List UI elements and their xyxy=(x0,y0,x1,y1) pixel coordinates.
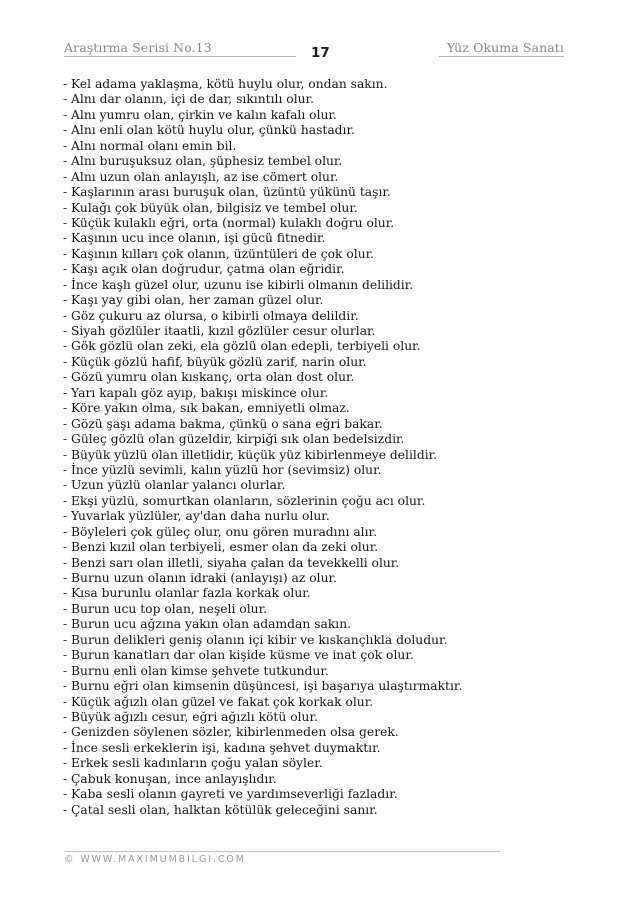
list-item xyxy=(63,509,573,524)
list-item-text: Kaşlarının arası buruşuk olan, üzüntü yükünü taşır. xyxy=(71,185,391,200)
bullet-dash: - xyxy=(63,339,68,354)
list-item-text: Burnu enli olan kimse şehvete tutkundur. xyxy=(71,663,329,678)
list-item xyxy=(63,602,573,617)
list-item-text: Gözü yumru olan kıskanç, orta olan dost olur. xyxy=(71,370,355,385)
list-item-text: Kulağı çok büyük olan, bilgisiz ve tembel olur. xyxy=(71,200,358,215)
list-item-text: Burnu eğri olan kimsenin düşüncesi, işi başarıya ulaştırmaktır. xyxy=(71,679,463,694)
list-item xyxy=(63,170,573,185)
bullet-dash: - xyxy=(63,77,68,91)
list-item-text: Alnı dar olanın, içi de dar, sıkıntılı olur. xyxy=(71,92,314,107)
list-item-text: Köre yakın olma, sık bakan, emniyetli olmaz. xyxy=(71,401,350,416)
proverb-list xyxy=(63,77,573,818)
bullet-dash: - xyxy=(63,740,68,755)
list-item-text: Kel adama yaklaşma, kötü huylu olur, ondan sakın. xyxy=(71,77,388,91)
list-item-text: Yarı kapalı göz ayıp, bakışı miskince olur. xyxy=(71,385,329,400)
list-item-text: Uzun yüzlü olanlar yalancı olurlar. xyxy=(71,478,286,493)
bullet-dash: - xyxy=(63,462,68,477)
list-item xyxy=(63,247,573,262)
bullet-dash: - xyxy=(63,107,68,122)
list-item-text: Böyleleri çok güleç olur, onu gören muradını alır. xyxy=(71,524,377,539)
list-item xyxy=(63,556,573,571)
bullet-dash: - xyxy=(63,154,68,169)
list-item xyxy=(63,154,573,169)
bullet-dash: - xyxy=(63,246,68,261)
list-item xyxy=(63,741,573,756)
list-item-text: Alnı normal olanı emin bil. xyxy=(71,138,237,153)
bullet-dash: - xyxy=(63,601,68,616)
list-item xyxy=(63,216,573,231)
list-item-text: Genizden söylenen sözler, kibirlenmeden olsa gerek. xyxy=(71,725,399,740)
list-item xyxy=(63,540,573,555)
list-item-text: Burun ucu ağzına yakın olan adamdan sakın. xyxy=(71,617,352,632)
list-item xyxy=(63,463,573,478)
bullet-dash: - xyxy=(63,401,68,416)
bullet-dash: - xyxy=(63,632,68,647)
list-item-text: Burnu uzun olanın idraki (anlayışı) az olur. xyxy=(71,571,337,585)
list-item xyxy=(63,92,573,107)
header-rule-right xyxy=(439,56,564,57)
list-item xyxy=(63,185,573,200)
list-item-text: Kaşının ucu ince olanın, işi gücü fitnedir. xyxy=(71,231,326,246)
bullet-dash: - xyxy=(63,185,68,200)
bullet-dash: - xyxy=(63,802,68,817)
list-item-text: Gözü şaşı adama bakma, çünkü o sana eğri bakar. xyxy=(71,416,383,431)
bullet-dash: - xyxy=(63,385,68,400)
list-item-text: Alnı yumru olan, çirkin ve kalın kafalı olur. xyxy=(71,107,337,122)
list-item-text: Alnı buruşuksuz olan, şüphesiz tembel olur. xyxy=(71,154,343,169)
bullet-dash: - xyxy=(63,694,68,709)
bullet-dash: - xyxy=(63,354,68,369)
bullet-dash: - xyxy=(63,200,68,215)
list-item xyxy=(63,401,573,416)
list-item-text: Kaşının kılları çok olanın, üzüntüleri de çok olur. xyxy=(71,246,375,261)
list-item-text: Küçük ağızlı olan güzel ve fakat çok korkak olur. xyxy=(71,694,374,709)
page-number: 17 xyxy=(311,45,330,61)
list-item xyxy=(63,432,573,447)
list-item-text: Kaşı açık olan doğrudur, çatma olan eğridir. xyxy=(71,262,345,277)
list-item-text: Erkek sesli kadınların çoğu yalan söyler. xyxy=(71,756,323,771)
bullet-dash: - xyxy=(63,432,68,447)
bullet-dash: - xyxy=(63,540,68,555)
list-item xyxy=(63,309,573,324)
footer-rule xyxy=(64,851,500,852)
list-item-text: İnce yüzlü sevimli, kalın yüzlü hor (sevimsiz) olur. xyxy=(71,462,382,477)
list-item xyxy=(63,679,573,694)
list-item xyxy=(63,139,573,154)
list-item-text: Alnı uzun olan anlayışlı, az ise cömert olur. xyxy=(71,169,339,184)
bullet-dash: - xyxy=(63,478,68,493)
list-item xyxy=(63,448,573,463)
bullet-dash: - xyxy=(63,92,68,107)
footer-copyright: © WWW.MAXIMUMBILGI.COM xyxy=(64,854,246,865)
list-item-text: Benzi sarı olan illetli, siyaha çalan da tevekkelli olur. xyxy=(71,555,400,570)
list-item xyxy=(63,586,573,601)
bullet-dash: - xyxy=(63,787,68,802)
bullet-dash: - xyxy=(63,370,68,385)
bullet-dash: - xyxy=(63,617,68,632)
bullet-dash: - xyxy=(63,293,68,308)
bullet-dash: - xyxy=(63,123,68,138)
bullet-dash: - xyxy=(63,586,68,601)
bullet-dash: - xyxy=(63,709,68,724)
list-item-text: Alnı enli olan kötü huylu olur, çünkü hastadır. xyxy=(71,123,355,138)
list-item xyxy=(63,648,573,663)
list-item xyxy=(63,324,573,339)
bullet-dash: - xyxy=(63,447,68,462)
list-item-text: Yuvarlak yüzlüler, ay'dan daha nurlu olur. xyxy=(71,509,330,524)
bullet-dash: - xyxy=(63,138,68,153)
bullet-dash: - xyxy=(63,215,68,230)
list-item xyxy=(63,756,573,771)
list-item xyxy=(63,293,573,308)
list-item xyxy=(63,355,573,370)
bullet-dash: - xyxy=(63,493,68,508)
bullet-dash: - xyxy=(63,555,68,570)
list-item-text: Çabuk konuşan, ince anlayışlıdır. xyxy=(71,771,277,786)
bullet-dash: - xyxy=(63,771,68,786)
list-item xyxy=(63,633,573,648)
list-item-text: Küçük kulaklı eğri, orta (normal) kulaklı doğru olur. xyxy=(71,215,395,230)
list-item-text: Büyük yüzlü olan illetlidir, küçük yüz kibirlenmeye delildir. xyxy=(71,447,438,462)
series-title: Araştırma Serisi No.13 xyxy=(64,40,212,55)
list-item xyxy=(63,525,573,540)
list-item xyxy=(63,478,573,493)
list-item-text: Göz çukuru az olursa, o kibirli olmaya delildir. xyxy=(71,308,359,323)
list-item xyxy=(63,664,573,679)
list-item xyxy=(63,262,573,277)
bullet-dash: - xyxy=(63,324,68,338)
list-item-text: Ekşi yüzlü, somurtkan olanların, sözlerinin çoğu acı olur. xyxy=(71,493,426,508)
bullet-dash: - xyxy=(63,509,68,524)
list-item xyxy=(63,77,573,92)
list-item-text: Çatal sesli olan, halktan kötülük geleceğini sanır. xyxy=(71,802,378,817)
list-item-text: Burun kanatları dar olan kişide küsme ve inat çok olur. xyxy=(71,648,414,663)
list-item-text: İnce kaşlı güzel olur, uzunu ise kibirli olmanın delilidir. xyxy=(71,277,414,292)
list-item-text: Büyük ağızlı cesur, eğri ağızlı kötü olur. xyxy=(71,709,318,724)
list-item xyxy=(63,710,573,725)
list-item xyxy=(63,772,573,787)
list-item xyxy=(63,494,573,509)
list-item-text: Siyah gözlüler itaatli, kızıl gözlüler cesur olurlar. xyxy=(71,324,376,338)
list-item xyxy=(63,803,573,818)
bullet-dash: - xyxy=(63,524,68,539)
list-item xyxy=(63,787,573,802)
book-title: Yüz Okuma Sanatı xyxy=(446,40,564,55)
bullet-dash: - xyxy=(63,416,68,431)
list-item-text: İnce sesli erkeklerin işi, kadına şehvet duymaktır. xyxy=(71,740,381,755)
bullet-dash: - xyxy=(63,725,68,740)
bullet-dash: - xyxy=(63,571,68,585)
list-item xyxy=(63,278,573,293)
bullet-dash: - xyxy=(63,679,68,694)
list-item-text: Küçük gözlü hafif, büyük gözlü zarif, narin olur. xyxy=(71,354,367,369)
bullet-dash: - xyxy=(63,756,68,771)
list-item xyxy=(63,386,573,401)
bullet-dash: - xyxy=(63,277,68,292)
bullet-dash: - xyxy=(63,169,68,184)
header-rule-left xyxy=(64,56,296,57)
list-item xyxy=(63,201,573,216)
bullet-dash: - xyxy=(63,262,68,277)
list-item xyxy=(63,617,573,632)
list-item-text: Burun ucu top olan, neşeli olur. xyxy=(71,601,267,616)
page-header xyxy=(64,40,564,70)
list-item-text: Kısa burunlu olanlar fazla korkak olur. xyxy=(71,586,311,601)
list-item xyxy=(63,231,573,246)
bullet-dash: - xyxy=(63,308,68,323)
list-item xyxy=(63,108,573,123)
list-item-text: Kaba sesli olanın gayreti ve yardımseverliği fazladır. xyxy=(71,787,398,802)
list-item-text: Gök gözlü olan zeki, ela gözlü olan edepli, terbiyeli olur. xyxy=(71,339,421,354)
bullet-dash: - xyxy=(63,231,68,246)
list-item xyxy=(63,571,573,586)
list-item-text: Burun delikleri geniş olanın içi kibir ve kıskançlıkla doludur. xyxy=(71,632,448,647)
list-item xyxy=(63,339,573,354)
list-item-text: Benzi kızıl olan terbiyeli, esmer olan da zeki olur. xyxy=(71,540,379,555)
list-item xyxy=(63,695,573,710)
bullet-dash: - xyxy=(63,663,68,678)
list-item xyxy=(63,417,573,432)
list-item xyxy=(63,725,573,740)
list-item-text: Kaşı yay gibi olan, her zaman güzel olur. xyxy=(71,293,324,308)
list-item-text: Güleç gözlü olan güzeldir, kirpiği sık olan bedelsizdir. xyxy=(71,432,405,447)
list-item xyxy=(63,370,573,385)
list-item xyxy=(63,123,573,138)
bullet-dash: - xyxy=(63,648,68,663)
